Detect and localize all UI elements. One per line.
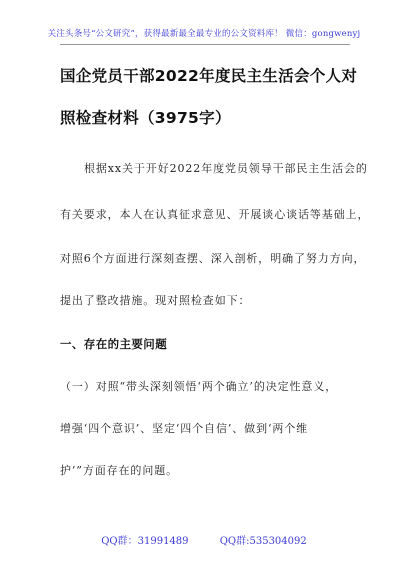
section-heading-1: 一、存在的主要问题 <box>60 337 168 351</box>
header-divider <box>60 44 350 45</box>
subsection-line-2: 增强‘四个意识’、坚定‘四个自信’、做到‘两个维 <box>60 422 309 435</box>
intro-line-4: 提出了整改措施。现对照检查如下： <box>60 294 251 307</box>
intro-line-3: 对照6个方面进行深刻查摆、深入剖析，明确了努力方向， <box>60 252 366 265</box>
document-title-line-1: 国企党员干部2022年度民主生活会个人对 <box>60 67 358 85</box>
intro-line-2: 有关要求，本人在认真征求意见、开展谈心谈话等基础上， <box>60 208 370 221</box>
document-title-line-2: 照检查材料（3975字） <box>60 109 231 127</box>
footer-contact <box>0 532 408 547</box>
intro-line-1: 根据xx关于开好2022年度党员领导干部民主生活会的 <box>84 162 368 175</box>
footer-qq-group-2: QQ群:535304092 <box>219 536 307 547</box>
header-promo-note: 关注头条号“公文研究”，获得最新最全最专业的公文资料库！ 微信：gongwenyj <box>47 29 361 39</box>
subsection-line-3: 护’”方面存在的问题。 <box>60 464 179 477</box>
subsection-line-1: （一）对照“带头深刻领悟‘两个确立’的决定性意义， <box>60 380 338 393</box>
footer-qq-group-1: QQ群：31991489 <box>101 536 189 547</box>
